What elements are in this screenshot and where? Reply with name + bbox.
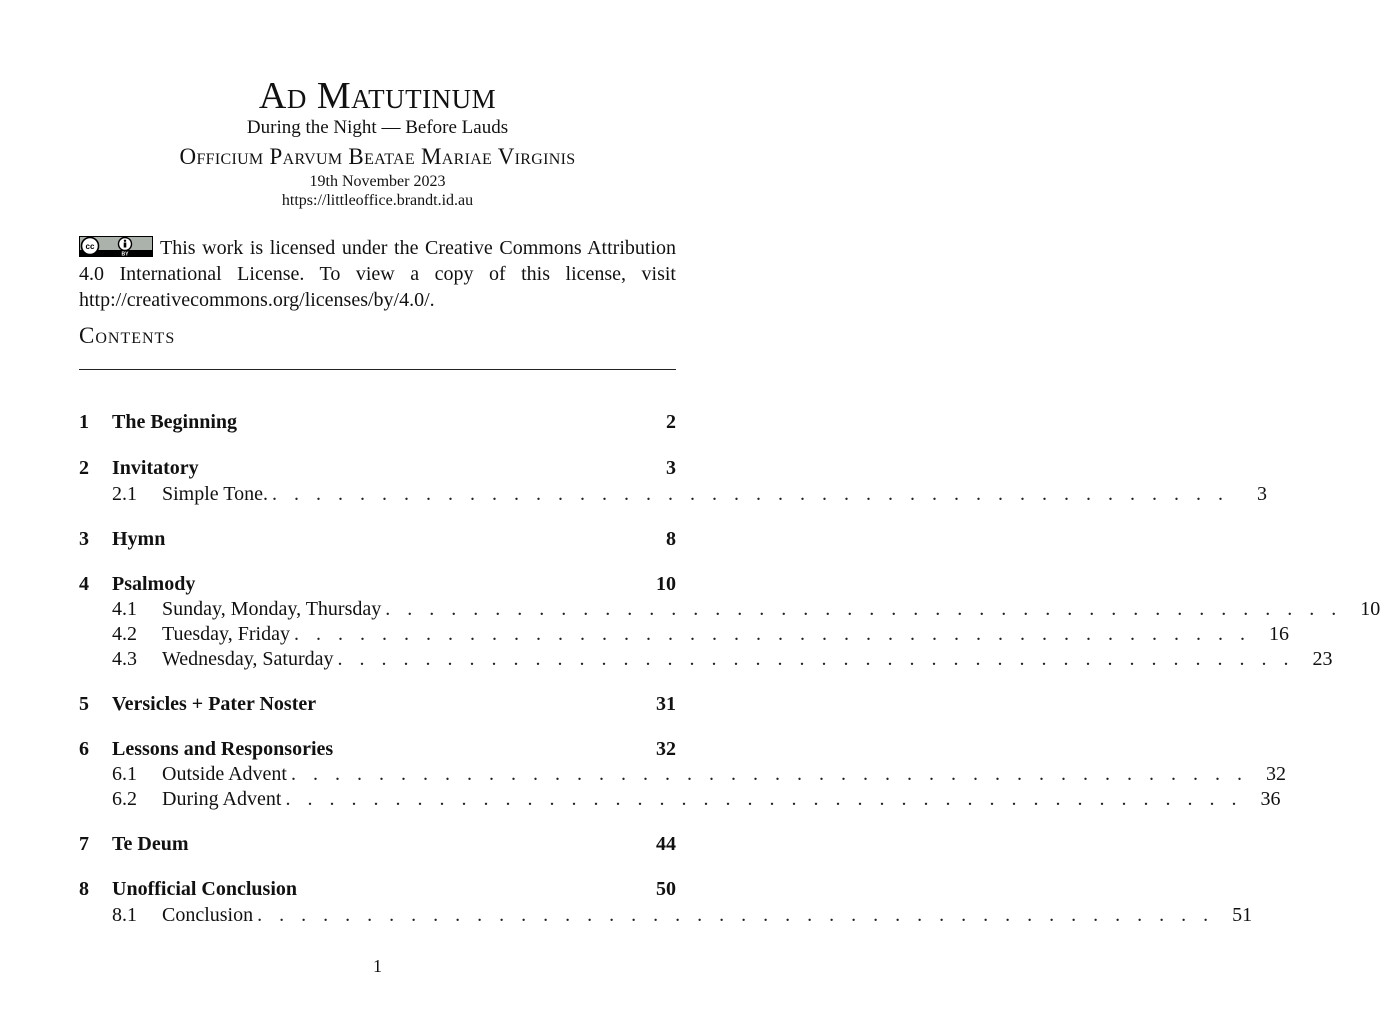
dot-leader: . . . . . . . . . . . . . . . . . . . . . . . . . . . . . . . . . . . . . . . . . . . . (337, 648, 1295, 670)
chapter-page: 44 (656, 833, 676, 855)
page-subtitle: During the Night — Before Lauds (246, 117, 509, 138)
dot-leader: . . . . . . . . . . . . . . . . . . . . . . . . . . . . . . . . . . . . . . . . . . . . (293, 623, 1251, 645)
section-title: Sunday, Monday, Thursday (162, 598, 382, 620)
section-number: 4.2 (112, 623, 137, 645)
section-number: 6.2 (112, 788, 137, 810)
toc-section[interactable] (79, 621, 1289, 647)
section-title: Wednesday, Saturday (162, 648, 334, 670)
section-number: 8.1 (112, 904, 137, 926)
section-page: 10 (1360, 598, 1380, 620)
chapter-page: 2 (666, 411, 676, 433)
section-page: 32 (1266, 763, 1286, 785)
toc-chapter[interactable] (79, 736, 676, 762)
cc-badge-text: cc (85, 242, 95, 251)
toc-chapter[interactable] (79, 876, 676, 902)
toc-chapter[interactable] (79, 409, 676, 435)
section-title: During Advent (162, 788, 282, 810)
chapter-number: 5 (79, 693, 89, 715)
chapter-title: Unofficial Conclusion (112, 878, 298, 900)
license-notice (79, 235, 676, 313)
page-title: Ad Matutinum (258, 75, 497, 117)
section-number: 4.1 (112, 598, 137, 620)
toc-chapter[interactable] (79, 691, 676, 717)
section-page: 16 (1268, 623, 1289, 645)
toc-chapter[interactable] (79, 455, 676, 481)
document-page (79, 0, 1380, 1024)
publication-date: 19th November 2023 (309, 173, 446, 190)
dot-leader: . . . . . . . . . . . . . . . . . . . . . . . . . . . . . . . . . . . . . . . . . . . . (385, 598, 1343, 620)
chapter-title: Invitatory (112, 457, 199, 479)
chapter-page: 32 (656, 738, 676, 760)
toc-section[interactable] (79, 902, 1253, 928)
chapter-title: Te Deum (112, 833, 189, 855)
section-title: Outside Advent (162, 763, 287, 785)
toc-chapter[interactable] (79, 571, 676, 597)
section-page: 51 (1232, 904, 1253, 926)
chapter-number: 4 (79, 573, 89, 595)
chapter-page: 10 (656, 573, 676, 595)
by-badge-text: BY (121, 251, 129, 258)
toc-chapter[interactable] (79, 526, 676, 552)
dot-leader: . . . . . . . . . . . . . . . . . . . . . . . . . . . . . . . . . . . . . . . . . . . . (285, 788, 1243, 810)
chapter-number: 3 (79, 528, 89, 550)
section-title: Simple Tone. (162, 483, 269, 505)
chapter-number: 8 (79, 878, 89, 900)
chapter-title: The Beginning (112, 411, 238, 433)
contents-heading: Contents (79, 323, 176, 348)
section-number: 6.1 (112, 763, 137, 785)
license-text: This work is licensed under the Creative Commons Attribution 4.0 International License. To view a copy of this license, visit http://creativecommons.org/licenses/by/4.0/. (79, 237, 676, 311)
toc-section[interactable] (79, 786, 1281, 812)
chapter-page: 50 (656, 878, 676, 900)
chapter-page: 3 (666, 457, 676, 479)
section-title: Tuesday, Friday (162, 623, 290, 645)
office-title: Officium Parvum Beatae Mariae Virginis (179, 144, 576, 169)
page-number: 1 (373, 956, 382, 976)
section-page: 36 (1260, 788, 1281, 810)
chapter-title: Versicles + Pater Noster (112, 693, 317, 715)
chapter-page: 31 (656, 693, 676, 715)
toc-section[interactable] (79, 596, 1380, 622)
section-title: Conclusion (162, 904, 254, 926)
chapter-title: Hymn (112, 528, 166, 550)
heading-rule (79, 369, 676, 370)
toc-section[interactable] (79, 761, 1286, 787)
chapter-number: 1 (79, 411, 89, 433)
dot-leader: . . . . . . . . . . . . . . . . . . . . . . . . . . . . . . . . . . . . . . . . . . . . (272, 483, 1230, 505)
chapter-title: Psalmody (112, 573, 196, 595)
section-page: 3 (1257, 483, 1268, 505)
chapter-page: 8 (666, 528, 676, 550)
chapter-number: 6 (79, 738, 89, 760)
cc-by-license-icon (79, 236, 153, 257)
chapter-title: Lessons and Responsories (112, 738, 334, 760)
toc-section[interactable] (79, 481, 1268, 507)
toc-chapter[interactable] (79, 831, 676, 857)
section-page: 23 (1312, 648, 1333, 670)
section-number: 4.3 (112, 648, 137, 670)
chapter-number: 7 (79, 833, 89, 855)
section-number: 2.1 (112, 483, 137, 505)
chapter-number: 2 (79, 457, 89, 479)
toc-section[interactable] (79, 646, 1333, 672)
website-url: https://littleoffice.brandt.id.au (281, 192, 474, 209)
dot-leader: . . . . . . . . . . . . . . . . . . . . . . . . . . . . . . . . . . . . . . . . . . . . (291, 763, 1248, 785)
dot-leader: . . . . . . . . . . . . . . . . . . . . . . . . . . . . . . . . . . . . . . . . . . . . (257, 904, 1215, 926)
